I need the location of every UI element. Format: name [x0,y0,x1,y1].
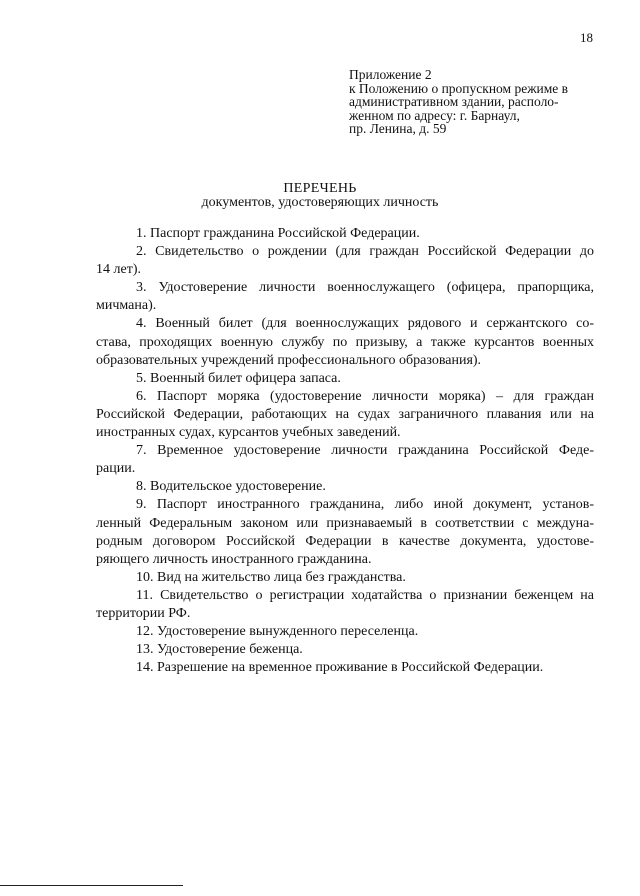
list-item-line: 13. Удостоверение беженца. [136,642,303,658]
appendix-line: пр. Ленина, д. 59 [349,121,447,136]
list-item-line: 5. Военный билет офицера запаса. [136,370,341,386]
list-item [96,388,594,442]
list-item-line: 4. Военный билет (для военнослужащих рядового и сержантского со- [136,316,594,332]
list-item-line: мичмана). [96,298,157,314]
appendix-line: административном здании, располо- [349,94,559,109]
list-item [96,587,594,623]
list-item-line: 11. Свидетельство о регистрации ходатайства о признании беженцем на [136,587,594,603]
list-item-line: Российской Федерации, работающих на судах заграничного плавания или на [96,406,594,422]
list-item-line: 7. Временное удостоверение личности гражданина Российской Феде- [136,443,594,459]
list-item-line: иностранных судах, курсантов учебных заведений. [96,425,401,441]
page-number: 18 [580,30,593,45]
list-item [96,315,594,369]
list-item-line: 2. Свидетельство о рождении (для граждан Российской Федерации до [136,244,594,260]
appendix-line: Приложение 2 [349,67,432,82]
list-item-line: 1. Паспорт гражданина Российской Федерации. [136,226,420,241]
list-item [96,370,594,388]
list-item-line: 10. Вид на жительство лица без гражданства. [136,569,406,585]
list-item [96,243,594,279]
list-item-line: 9. Паспорт иностранного гражданина, либо иной документ, установ- [136,497,594,513]
list-item-line: 6. Паспорт моряка (удостоверение личности моряка) – для граждан [136,388,594,404]
list-item-line: родным договором Российской Федерации в качестве документа, удостове- [96,533,594,549]
appendix-note [349,68,619,136]
list-item [96,641,594,659]
document-subtitle: документов, удостоверяющих личность [201,195,439,210]
list-item-line: става, проходящих военную службу по призыву, а также курсантов военных [96,334,594,350]
list-item [96,496,594,568]
list-item [96,623,594,641]
list-item-line: территории РФ. [96,605,191,621]
list-item [96,279,594,315]
list-item-line: 3. Удостоверение личности военнослужащего (офицера, прапорщика, [136,280,594,296]
appendix-line: к Положению о пропускном режиме в [349,80,569,96]
list-item-line: 8. Водительское удостоверение. [136,479,326,495]
list-item-line: ленный Федеральным законом или признаваемый в соответствии с междуна- [96,515,594,531]
list-item [96,478,594,496]
appendix-line: женном по адресу: г. Барнаул, [349,107,520,123]
list-item-line: ряющего личность иностранного гражданина. [96,551,372,567]
document-list [96,225,594,677]
list-item [96,569,594,587]
list-item [96,225,594,243]
footnote-divider [0,885,183,886]
list-item-line: 14 лет). [96,262,141,278]
document-title: ПЕРЕЧЕНЬ [283,181,357,196]
list-item-line: 12. Удостоверение вынужденного переселенца. [136,624,419,640]
list-item-line: 14. Разрешение на временное проживание в Российской Федерации. [136,660,544,676]
list-item [96,659,594,677]
list-item-line: рации. [96,461,136,477]
list-item-line: образовательных учреждений профессионального образования). [96,352,482,368]
list-item [96,442,594,478]
